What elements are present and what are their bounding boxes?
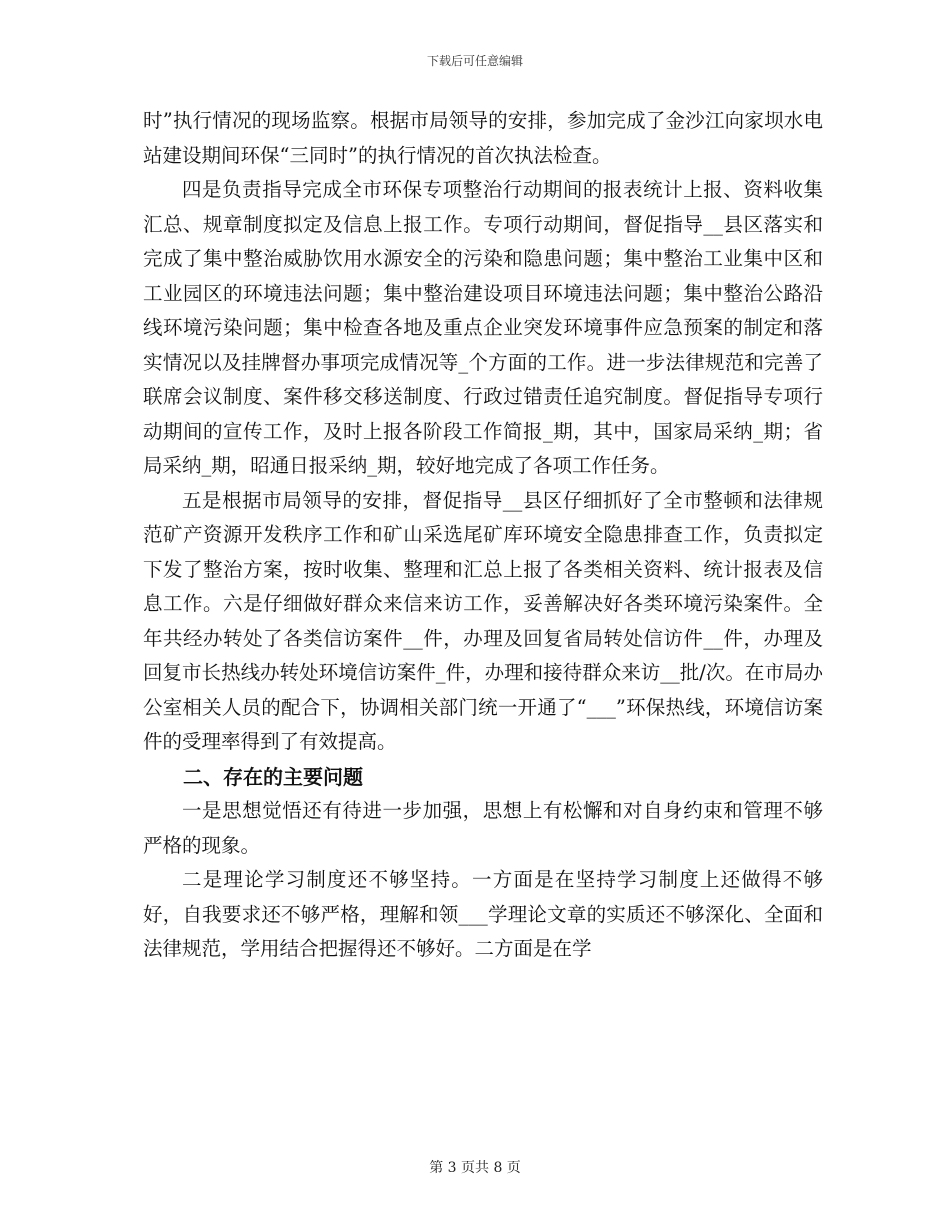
page-header: 下载后可任意编辑 [426, 54, 523, 68]
paragraph-continuation: 时”执行情况的现场监察。根据市局领导的安排，参加完成了金沙江向家坝水电站建设期间环保“三同时”的执行情况的首次执法检查。 [143, 109, 823, 167]
problem-two: 二是理论学习制度还不够坚持。一方面是在坚持学习制度上还做得不够好，自我要求还不够严格，理解和领___学理论文章的实质还不够深化、全面和法律规范，学用结合把握得还不够好。二方面是在学 [143, 868, 823, 960]
page-number: 第 3 页共 8 页 [429, 1160, 521, 1176]
section-heading: 二、存在的主要问题 [183, 764, 363, 789]
paragraph-four: 四是负责指导完成全市环保专项整治行动期间的报表统计上报、资料收集汇总、规章制度拟定及信息上报工作。专项行动期间，督促指导__县区落实和完成了集中整治威胁饮用水源安全的污染和隐患问题；集中整治工业集中区和工业园区的环境违法问题；集中整治建设项目环境违法问题；集中整治公路沿线环境污染问题；集中检查各地及重点企业突发环境事件应急预案的制定和落实情况以及挂牌督办事项完成情况等_个方面的工作。进一步法律规范和完善了联席会议制度、案件移交移送制度、行政过错责任追究制度。督促指导专项行动期间的宣传工作，及时上报各阶段工作简报_期，其中，国家局采纳_期；省局采纳_期，昭通日报采纳_期，较好地完成了各项工作任务。 [143, 178, 823, 477]
problem-one: 一是思想觉悟还有待进一步加强，思想上有松懈和对自身约束和管理不够严格的现象。 [143, 799, 823, 857]
paragraph-five-six: 五是根据市局领导的安排，督促指导__县区仔细抓好了全市整顿和法律规范矿产资源开发秩序工作和矿山采选尾矿库环境安全隐患排查工作，负责拟定下发了整治方案，按时收集、整理和汇总上报了各类相关资料、统计报表及信息工作。六是仔细做好群众来信来访工作，妥善解决好各类环境污染案件。全年共经办转处了各类信访案件__件，办理及回复省局转处信访件__件，办理及回复市长热线办转处环境信访案件_件，办理和接待群众来访__批/次。在市局办公室相关人员的配合下，协调相关部门统一开通了“___”环保热线，环境信访案件的受理率得到了有效提高。 [143, 488, 823, 753]
document-body [143, 104, 823, 967]
